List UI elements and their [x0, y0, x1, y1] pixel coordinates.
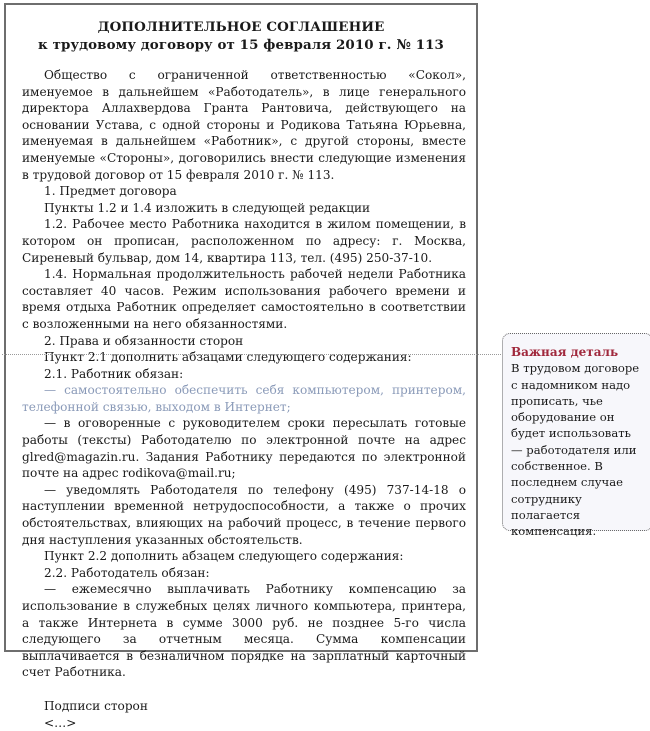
highlighted-clause: — самостоятельно обеспечить себя компьютером, принтером, телефонной связью, выходом в Интернет; [22, 383, 466, 414]
paragraph: Пункты 1.2 и 1.4 изложить в следующей редакции [44, 200, 371, 215]
document-subtitle: к трудовому договору от 15 февраля 2010 г. № 113 [38, 37, 444, 53]
spacer [22, 681, 466, 698]
clause-2-1: 2.1. Работник обязан: [44, 366, 184, 381]
document-title: ДОПОЛНИТЕЛЬНОЕ СОГЛАШЕНИЕ [97, 19, 385, 35]
paragraph: Пункт 2.1 дополнить абзацами следующего содержания: [44, 350, 412, 365]
list-item: — ежемесячно выплачивать Работнику компенсацию за использование в служебных целях личного компьютера, принтера, а также Интернета в сумме 3000 руб. не позднее 5-го числа следующего за отчетным месяца. Сумма компенсации выплачивается в безналичном порядке на зарплатный карточный счет Работника. [22, 582, 466, 680]
preamble-paragraph: Общество с ограниченной ответственностью «Сокол», именуемое в дальнейшем «Работодатель», в лице генерального директора Аллахвердова Гранта Рантовича, действующего на основании Устава, с одной стороны и Родикова Татьяна Юрьевна, именуемая в дальнейшем «Работник», с другой стороны, вместе именуемые «Стороны», договорились внести следующие изменения в трудовой договор от 15 февраля 2010 г. № 113. [22, 68, 466, 182]
list-item: — в оговоренные с руководителем сроки пересылать готовые работы (тексты) Работодателю по электронной почте на адрес glred@magazin.ru. Задания Работнику передаются по электронной почте на адрес rodikova@mail.ru; [22, 416, 466, 481]
list-item: — уведомлять Работодателя по телефону (495) 737-14-18 о наступлении временной нетрудоспособности, а также о прочих обстоятельствах, влияющих на рабочий процесс, в течение первого дня наступления указанных обстоятельств. [22, 482, 466, 547]
clause-1-2: 1.2. Рабочее место Работника находится в жилом помещении, в котором он прописан, расположенном по адресу: г. Москва, Сиреневый бульвар, дом 14, квартира 113, тел. (495) 250-37-10. [22, 217, 466, 265]
section-heading: 2. Права и обязанности сторон [44, 333, 244, 348]
ellipsis: <…> [44, 715, 77, 730]
clause-2-2: 2.2. Работодатель обязан: [44, 565, 210, 580]
section-heading: 1. Предмет договора [44, 184, 177, 199]
sidebar-note [502, 333, 650, 539]
note-title: Важная деталь [511, 345, 619, 359]
signatures-label: Подписи сторон [44, 698, 148, 713]
paragraph: Пункт 2.2 дополнить абзацем следующего содержания: [44, 549, 404, 564]
document-frame [4, 3, 478, 730]
clause-1-4: 1.4. Нормальная продолжительность рабочей недели Работника составляет 40 часов. Режим использования рабочего времени и время отдыха Работник определяет самостоятельно в соответствии с возложенными на него обязанностями. [22, 267, 466, 331]
document-body [22, 67, 466, 731]
note-text: В трудовом договоре с надомником надо прописать, чье оборудование он будет использовать — работодателя или собственное. В последнем случае сотруднику полагается компенсация. [511, 361, 640, 539]
